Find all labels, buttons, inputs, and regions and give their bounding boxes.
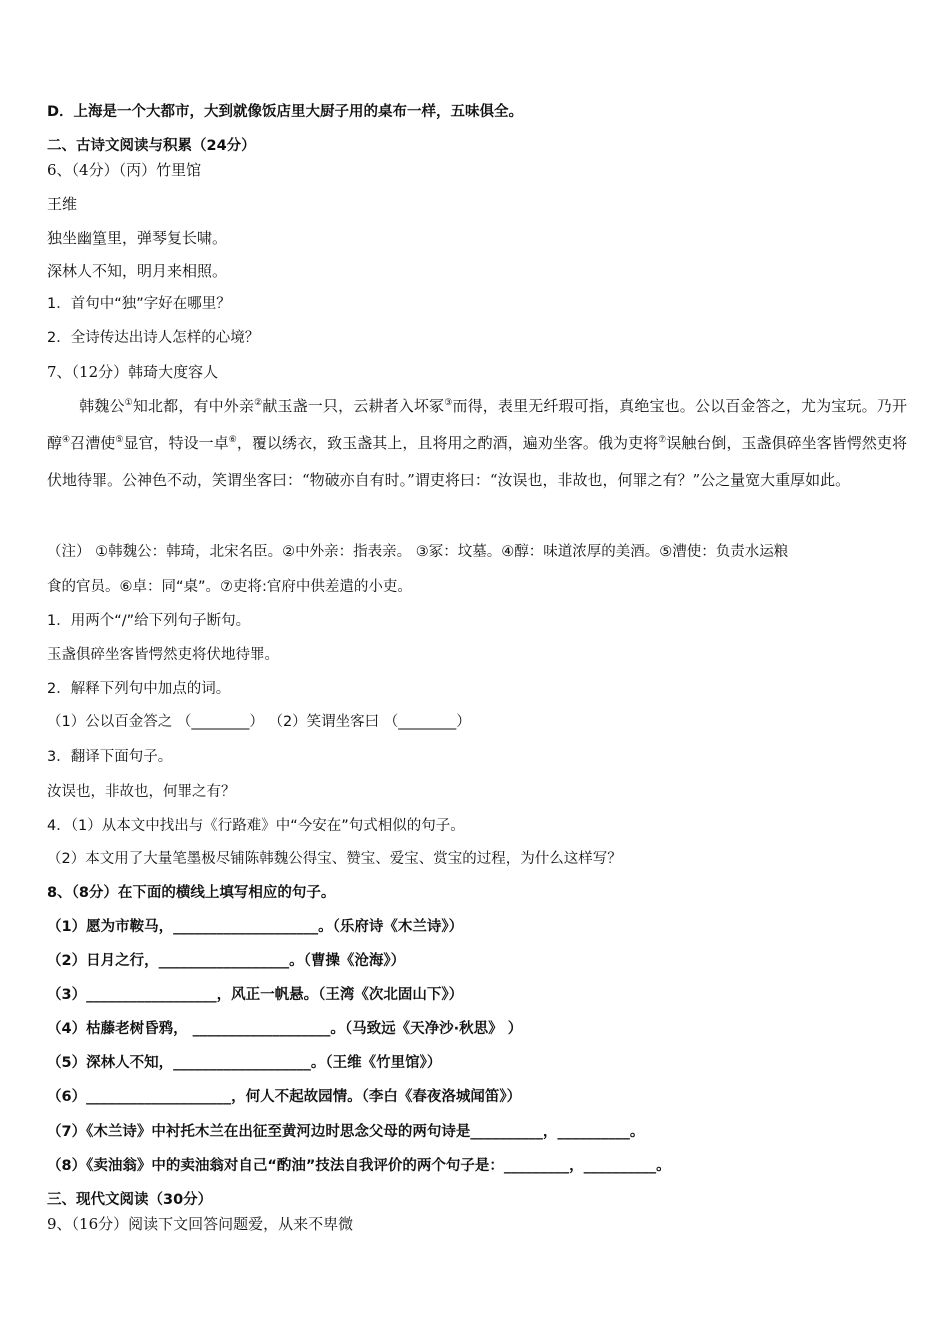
passage-text: 召漕使	[70, 434, 116, 452]
poem-line-2: 深林人不知，明月来相照。	[47, 262, 228, 280]
footnote-mark: ①	[124, 398, 133, 408]
question-7-1: 1．用两个“/”给下列句子断句。	[47, 613, 251, 629]
footnote-mark: ⑥	[228, 435, 237, 445]
question-6-2: 2．全诗传达出诗人怎样的心境？	[47, 330, 260, 346]
passage-text: 献玉盏一只，云耕者入坏冢	[262, 397, 445, 415]
section-2-heading: 二、古诗文阅读与积累（24分）	[47, 138, 256, 154]
fill-blank-6: （6）____________________，何人不起故园情。（李白《春夜洛城闻笛》）	[47, 1089, 522, 1105]
question-8-title: 8、（8分）在下面的横线上填写相应的句子。	[47, 885, 336, 901]
option-d: D．上海是一个大都市，大到就像饭店里大厨子用的桌布一样，五味俱全。	[47, 104, 524, 120]
section-3-heading: 三、现代文阅读（30分）	[47, 1192, 213, 1208]
question-7-2: 2．解释下列句中加点的词。	[47, 681, 231, 697]
passage-text: 知北都，有中外亲	[132, 397, 255, 415]
footnote-mark: ③	[444, 398, 453, 408]
notes-line-1: （注） ①韩魏公：韩琦，北宋名臣。②中外亲：指表亲。 ③冢：坟墓。④醇：味道浓厚的美酒。⑤漕使：负责水运粮	[47, 544, 789, 560]
question-6-title: 6、（4分）（丙）竹里馆	[47, 161, 202, 179]
question-7-4-2: （2）本文用了大量笔墨极尽铺陈韩魏公得宝、赞宝、爱宝、赏宝的过程，为什么这样写？	[47, 851, 622, 867]
question-7-1-sentence: 玉盏俱碎坐客皆愕然吏将伏地待罪。	[47, 647, 279, 663]
footnote-mark: ⑦	[658, 435, 667, 445]
question-7-3-sentence: 汝误也，非故也，何罪之有？	[47, 784, 236, 800]
question-7-title: 7、（12分）韩琦大度容人	[47, 363, 219, 381]
fill-blank-8: （8）《卖油翁》中的卖油翁对自己“酌油”技法自我评价的两个句子是：_________，__________。	[47, 1158, 671, 1174]
fill-blank-2: （2）日月之行，__________________。（曹操《沧海》）	[47, 953, 406, 969]
question-6-1: 1．首句中“独”字好在哪里？	[47, 296, 231, 312]
fill-blank-3: （3）__________________，风正一帆悬。（王湾《次北固山下》）	[47, 987, 464, 1003]
question-7-4: 4．（1）从本文中找出与《行路难》中“今安在”句式相似的句子。	[47, 818, 465, 834]
footnote-mark: ⑤	[115, 435, 124, 445]
poem-line-1: 独坐幽篁里，弹琴复长啸。	[47, 229, 228, 247]
fill-blank-1: （1）愿为市鞍马，____________________。（乐府诗《木兰诗》）	[47, 919, 464, 935]
fill-blank-5: （5）深林人不知，___________________。（王维《竹里馆》）	[47, 1055, 442, 1071]
question-7-2-items: （1）公以百金答之 （________） （2）笑谓坐客曰 （________）	[47, 714, 471, 730]
passage-text: ，覆以绣衣，致玉盏其上，且将用之酌酒，遍劝坐客。俄为吏将	[236, 434, 659, 452]
passage-text: 韩魏公	[79, 397, 125, 415]
passage-text: 显官，特设一卓	[123, 434, 229, 452]
passage-text: 而得，表里无纤瑕可指，真绝宝也。公以百金答之，尤为宝玩。乃开醇	[47, 397, 907, 452]
notes-line-2: 食的官员。⑥卓：同“桌”。⑦吏将:官府中供差遣的小吏。	[47, 579, 412, 595]
poem-author: 王维	[47, 195, 78, 213]
passage-text: 误触台倒，玉盏俱碎坐客皆愕然吏将伏地待罪。公神色不动，笑谓坐客曰：“物破亦自有时。”谓吏将曰：“汝误也，非故也，何罪之有？”公之量宽大重厚如此。	[47, 434, 907, 489]
classical-passage	[47, 388, 907, 499]
fill-blank-4: （4）枯藤老树昏鸦， ___________________。（马致远《天净沙·秋思》 ）	[47, 1021, 523, 1037]
footnote-mark: ④	[62, 435, 71, 445]
footnote-mark: ②	[254, 398, 263, 408]
question-7-3: 3．翻译下面句子。	[47, 749, 173, 765]
fill-blank-7: （7）《木兰诗》中衬托木兰在出征至黄河边时思念父母的两句诗是__________，__________。	[47, 1124, 645, 1140]
question-9-title: 9、（16分）阅读下文回答问题爱，从来不卑微	[47, 1215, 354, 1233]
